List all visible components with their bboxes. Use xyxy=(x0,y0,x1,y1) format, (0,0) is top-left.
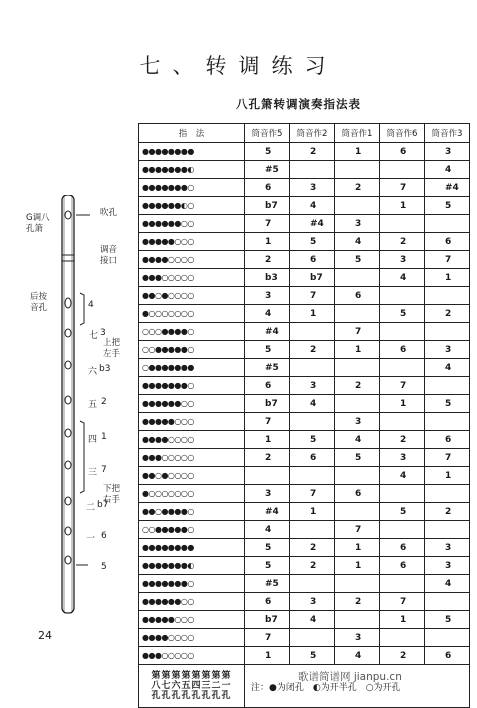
fingering-cell: ●●○●○○○○ xyxy=(139,287,245,305)
note-cell: 3 xyxy=(425,557,470,575)
table-row xyxy=(139,413,470,431)
note-cell: 2 xyxy=(290,539,335,557)
note-cell: 1 xyxy=(245,431,290,449)
table-row xyxy=(139,215,470,233)
hole-names-line: 第第第第第第第第 xyxy=(151,671,232,681)
hole-names-line: 孔孔孔孔孔孔孔孔 xyxy=(151,691,232,701)
note-cell: #4 xyxy=(425,179,470,197)
hole-names xyxy=(139,665,245,708)
flute-note: 7 xyxy=(101,465,107,475)
note-cell: 5 xyxy=(380,305,425,323)
note-cell xyxy=(380,575,425,593)
note-cell xyxy=(380,215,425,233)
note-cell: 2 xyxy=(245,251,290,269)
note-cell: 5 xyxy=(425,611,470,629)
hole-names-line: 八七六五四三二一 xyxy=(151,681,232,691)
table-row xyxy=(139,593,470,611)
note-cell xyxy=(290,467,335,485)
fingering-cell: ●●●●●○○○ xyxy=(139,233,245,251)
note-cell: 1 xyxy=(380,395,425,413)
table-row xyxy=(139,557,470,575)
note-cell xyxy=(380,287,425,305)
table-row xyxy=(139,395,470,413)
note-cell xyxy=(380,629,425,647)
back-hole-label: 后按音孔 xyxy=(30,292,48,313)
note-cell xyxy=(335,359,380,377)
note-cell: 7 xyxy=(335,521,380,539)
note-cell: 1 xyxy=(335,143,380,161)
fingering-cell: ○●●●●●●● xyxy=(139,359,245,377)
fingering-cell: ●●●●●●○○ xyxy=(139,215,245,233)
note-cell: 5 xyxy=(290,431,335,449)
note-cell xyxy=(335,467,380,485)
note-cell: 3 xyxy=(425,143,470,161)
note-cell: b3 xyxy=(245,269,290,287)
table-row xyxy=(139,629,470,647)
blow-hole-label: 吹孔 xyxy=(100,208,118,218)
fingering-header: 指 法 xyxy=(139,124,245,143)
note-cell: 5 xyxy=(380,503,425,521)
table-header-row xyxy=(139,124,470,143)
note-cell: 6 xyxy=(290,251,335,269)
fingering-cell: ●●●●○○○○ xyxy=(139,431,245,449)
note-cell xyxy=(335,197,380,215)
note-cell xyxy=(380,485,425,503)
fingering-cell: ●●●●●●●◐ xyxy=(139,557,245,575)
note-cell: 2 xyxy=(335,377,380,395)
note-cell: 5 xyxy=(425,197,470,215)
note-cell: 4 xyxy=(335,431,380,449)
table-row xyxy=(139,143,470,161)
blow-hole xyxy=(65,211,71,219)
note-cell: b7 xyxy=(245,197,290,215)
chapter-title: 七、转调练习 xyxy=(139,54,338,78)
note-cell xyxy=(380,521,425,539)
flute-note: 四 xyxy=(88,435,98,445)
note-cell xyxy=(425,593,470,611)
note-cell xyxy=(380,359,425,377)
note-cell: #5 xyxy=(245,161,290,179)
note-cell: 7 xyxy=(380,179,425,197)
note-cell: 3 xyxy=(290,179,335,197)
note-cell: 4 xyxy=(335,647,380,665)
note-cell: 6 xyxy=(425,647,470,665)
flute-note: 五 xyxy=(88,400,98,410)
note-cell: 3 xyxy=(290,593,335,611)
note-cell: 4 xyxy=(245,305,290,323)
table-row xyxy=(139,179,470,197)
note-cell: 3 xyxy=(245,485,290,503)
table-row xyxy=(139,521,470,539)
note-cell xyxy=(425,521,470,539)
note-cell: 7 xyxy=(290,485,335,503)
note-cell: 7 xyxy=(425,251,470,269)
note-cell xyxy=(335,503,380,521)
legend: 注：●为闭孔 ◐为开半孔 ○为开孔 xyxy=(245,665,470,708)
note-cell xyxy=(425,287,470,305)
note-cell xyxy=(335,161,380,179)
flute-note: b3 xyxy=(99,364,111,374)
note-cell: 4 xyxy=(425,575,470,593)
note-cell: 1 xyxy=(380,611,425,629)
fingering-cell: ●○○○○○○○ xyxy=(139,305,245,323)
fingering-cell: ●●●●●●●○ xyxy=(139,179,245,197)
note-cell: 5 xyxy=(425,395,470,413)
note-cell xyxy=(335,395,380,413)
fingering-cell: ○○●●●●●○ xyxy=(139,341,245,359)
flute-note: 2 xyxy=(101,397,107,407)
note-cell xyxy=(425,215,470,233)
note-cell: 6 xyxy=(335,287,380,305)
note-cell: 6 xyxy=(425,431,470,449)
note-cell: 6 xyxy=(380,557,425,575)
note-cell xyxy=(380,323,425,341)
note-cell xyxy=(425,485,470,503)
flute-note: 6 xyxy=(101,531,107,541)
note-cell: 4 xyxy=(425,359,470,377)
note-cell: 1 xyxy=(245,647,290,665)
note-cell: 4 xyxy=(290,395,335,413)
table-row xyxy=(139,467,470,485)
note-cell: 7 xyxy=(290,287,335,305)
note-cell xyxy=(335,269,380,287)
note-cell: 6 xyxy=(290,449,335,467)
table-row xyxy=(139,197,470,215)
key-header: 筒音作6 xyxy=(380,124,425,143)
note-cell: 5 xyxy=(290,233,335,251)
note-cell: 3 xyxy=(380,251,425,269)
note-cell: 2 xyxy=(425,305,470,323)
note-cell: 5 xyxy=(245,341,290,359)
note-cell xyxy=(290,575,335,593)
note-cell: 6 xyxy=(380,539,425,557)
flute-note: 5 xyxy=(101,562,107,572)
note-cell: 2 xyxy=(290,143,335,161)
note-cell: 6 xyxy=(335,485,380,503)
note-cell: 1 xyxy=(425,269,470,287)
fingering-cell: ●●●○○○○○ xyxy=(139,647,245,665)
flute-note: b7 xyxy=(97,500,109,510)
note-cell xyxy=(290,629,335,647)
fingering-cell: ○○○●●●●○ xyxy=(139,323,245,341)
note-cell: 6 xyxy=(245,179,290,197)
note-cell: #4 xyxy=(245,323,290,341)
key-header: 筒音作2 xyxy=(290,124,335,143)
note-cell: 4 xyxy=(380,467,425,485)
note-cell: 3 xyxy=(335,215,380,233)
note-cell: 3 xyxy=(425,341,470,359)
note-cell: 5 xyxy=(290,647,335,665)
table-row xyxy=(139,233,470,251)
note-cell xyxy=(335,575,380,593)
table-title: 八孔箫转调演奏指法表 xyxy=(236,97,361,111)
note-cell: 7 xyxy=(245,629,290,647)
fingering-cell: ●●●●○○○○ xyxy=(139,629,245,647)
note-cell: 2 xyxy=(380,431,425,449)
note-cell: 2 xyxy=(335,179,380,197)
table-row xyxy=(139,431,470,449)
note-cell: 6 xyxy=(245,593,290,611)
note-cell: 2 xyxy=(245,449,290,467)
fingering-cell: ●●●●●●◐○ xyxy=(139,197,245,215)
note-cell: 4 xyxy=(380,269,425,287)
note-cell: 2 xyxy=(380,647,425,665)
table-row xyxy=(139,323,470,341)
note-cell: 3 xyxy=(425,539,470,557)
fingering-cell: ●○○○○○○○ xyxy=(139,485,245,503)
flute-note: 3 xyxy=(100,328,106,338)
table-row xyxy=(139,269,470,287)
note-cell: 3 xyxy=(380,449,425,467)
lower-hand-label: 下把右手 xyxy=(103,484,121,505)
note-cell: 4 xyxy=(245,521,290,539)
note-cell: 5 xyxy=(335,449,380,467)
fingering-cell: ●●●●●●●● xyxy=(139,539,245,557)
table-row xyxy=(139,611,470,629)
note-cell: 1 xyxy=(290,503,335,521)
note-cell: 2 xyxy=(290,557,335,575)
note-cell: 2 xyxy=(335,593,380,611)
flute-note: 七 xyxy=(89,331,99,341)
note-cell: 3 xyxy=(335,629,380,647)
note-cell: 2 xyxy=(425,503,470,521)
fingering-cell: ●●●●●○○○ xyxy=(139,611,245,629)
note-cell: 1 xyxy=(380,197,425,215)
note-cell: 2 xyxy=(380,233,425,251)
flute-note: 1 xyxy=(101,432,107,442)
note-cell: 7 xyxy=(245,413,290,431)
note-cell: 5 xyxy=(335,251,380,269)
note-cell xyxy=(380,413,425,431)
note-cell xyxy=(335,611,380,629)
note-cell: #5 xyxy=(245,359,290,377)
note-cell: 1 xyxy=(335,341,380,359)
table-row xyxy=(139,539,470,557)
note-cell: 1 xyxy=(335,557,380,575)
note-cell: 1 xyxy=(245,233,290,251)
note-cell xyxy=(425,323,470,341)
flute-note: 六 xyxy=(88,367,98,377)
fingering-cell: ●●●●○○○○ xyxy=(139,251,245,269)
note-cell: 7 xyxy=(380,377,425,395)
fingering-cell: ●●●●●●●○ xyxy=(139,575,245,593)
fingering-cell: ●●●●●●○○ xyxy=(139,593,245,611)
note-cell: 1 xyxy=(290,305,335,323)
note-cell: 5 xyxy=(245,143,290,161)
note-cell: 4 xyxy=(425,161,470,179)
flute-note: 一 xyxy=(86,534,96,544)
note-cell: 6 xyxy=(380,143,425,161)
table-row xyxy=(139,377,470,395)
fingering-cell: ●●●○○○○○ xyxy=(139,269,245,287)
note-cell xyxy=(425,629,470,647)
note-cell xyxy=(335,305,380,323)
note-cell xyxy=(290,161,335,179)
key-header: 筒音作5 xyxy=(245,124,290,143)
fingering-cell: ●●●○○○○○ xyxy=(139,449,245,467)
note-cell: b7 xyxy=(245,611,290,629)
note-cell xyxy=(380,161,425,179)
note-cell: 1 xyxy=(335,539,380,557)
tuning-joint-label: 调音接口 xyxy=(100,245,118,266)
note-cell: 2 xyxy=(290,341,335,359)
upper-hand-label: 上把左手 xyxy=(103,338,121,359)
note-cell: b7 xyxy=(290,269,335,287)
flute-note: 二 xyxy=(86,503,96,513)
table-row xyxy=(139,305,470,323)
fingering-cell: ●●●●●●●● xyxy=(139,143,245,161)
fingering-cell: ●●●●●○○○ xyxy=(139,413,245,431)
table-row xyxy=(139,503,470,521)
note-cell: 6 xyxy=(425,233,470,251)
note-cell: 4 xyxy=(290,197,335,215)
note-cell: 5 xyxy=(245,557,290,575)
table-row xyxy=(139,161,470,179)
note-cell xyxy=(290,413,335,431)
fingering-cell: ●●●●●●●○ xyxy=(139,377,245,395)
flute-note: 4 xyxy=(88,300,94,310)
table-row xyxy=(139,341,470,359)
note-cell: 3 xyxy=(335,413,380,431)
note-cell: 7 xyxy=(380,593,425,611)
note-cell: 3 xyxy=(290,377,335,395)
flute-key-label: G调八孔箫 xyxy=(26,213,50,234)
fingering-cell: ●●○●○○○○ xyxy=(139,467,245,485)
fingering-table xyxy=(138,123,470,708)
page-number: 24 xyxy=(38,629,52,642)
note-cell: #5 xyxy=(245,575,290,593)
note-cell xyxy=(290,359,335,377)
note-cell: 7 xyxy=(245,215,290,233)
note-cell: b7 xyxy=(245,395,290,413)
note-cell xyxy=(425,377,470,395)
table-row xyxy=(139,647,470,665)
table-row xyxy=(139,251,470,269)
note-cell: 4 xyxy=(290,611,335,629)
note-cell: 6 xyxy=(380,341,425,359)
note-cell xyxy=(290,521,335,539)
fingering-cell: ○○●●●●●○ xyxy=(139,521,245,539)
note-cell xyxy=(245,467,290,485)
note-cell: 7 xyxy=(335,323,380,341)
key-header: 筒音作3 xyxy=(425,124,470,143)
note-cell: 6 xyxy=(245,377,290,395)
key-header: 筒音作1 xyxy=(335,124,380,143)
table-row xyxy=(139,359,470,377)
note-cell: 1 xyxy=(425,467,470,485)
fingering-cell: ●●●●●●●◐ xyxy=(139,161,245,179)
table-row xyxy=(139,449,470,467)
table-row xyxy=(139,485,470,503)
note-cell: #4 xyxy=(245,503,290,521)
note-cell: #4 xyxy=(290,215,335,233)
table-row xyxy=(139,575,470,593)
note-cell: 4 xyxy=(335,233,380,251)
flute-note: 三 xyxy=(88,468,98,478)
watermark: 歌谱简谱网 jianpu.cn xyxy=(298,671,402,683)
fingering-cell: ●●●●●●○○ xyxy=(139,395,245,413)
note-cell: 5 xyxy=(245,539,290,557)
note-cell xyxy=(290,323,335,341)
note-cell: 7 xyxy=(425,449,470,467)
fingering-cell: ●●○●●●●○ xyxy=(139,503,245,521)
note-cell: 3 xyxy=(245,287,290,305)
note-cell xyxy=(425,413,470,431)
table-row xyxy=(139,287,470,305)
